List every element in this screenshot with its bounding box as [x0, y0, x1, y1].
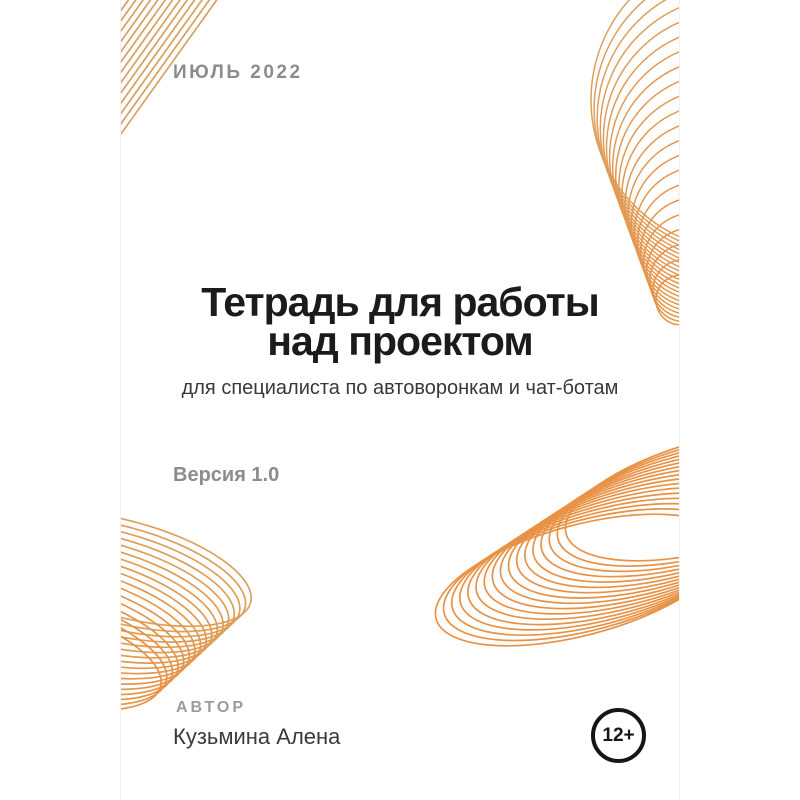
bottom-left-horn-spiral-decoration — [121, 489, 263, 733]
book-title-line-2: над проектом — [267, 318, 533, 364]
top-right-funnel-spiral-decoration — [591, 0, 680, 325]
middle-right-horn-spiral-decoration — [422, 403, 680, 672]
book-subtitle: для специалиста по автоворонкам и чат-ботам — [181, 377, 619, 399]
book-title — [121, 279, 679, 364]
book-title-line-1: Тетрадь для работы — [201, 279, 599, 325]
author-label: АВТОР — [176, 699, 246, 716]
author-name: Кузьмина Алена — [173, 724, 341, 749]
version-label: Версия 1.0 — [173, 464, 280, 486]
issue-date-label: ИЮЛЬ 2022 — [173, 62, 303, 83]
age-rating-text: 12+ — [602, 724, 635, 746]
age-rating-badge — [591, 708, 646, 763]
decorative-line-art — [121, 0, 680, 800]
book-cover — [120, 0, 680, 800]
